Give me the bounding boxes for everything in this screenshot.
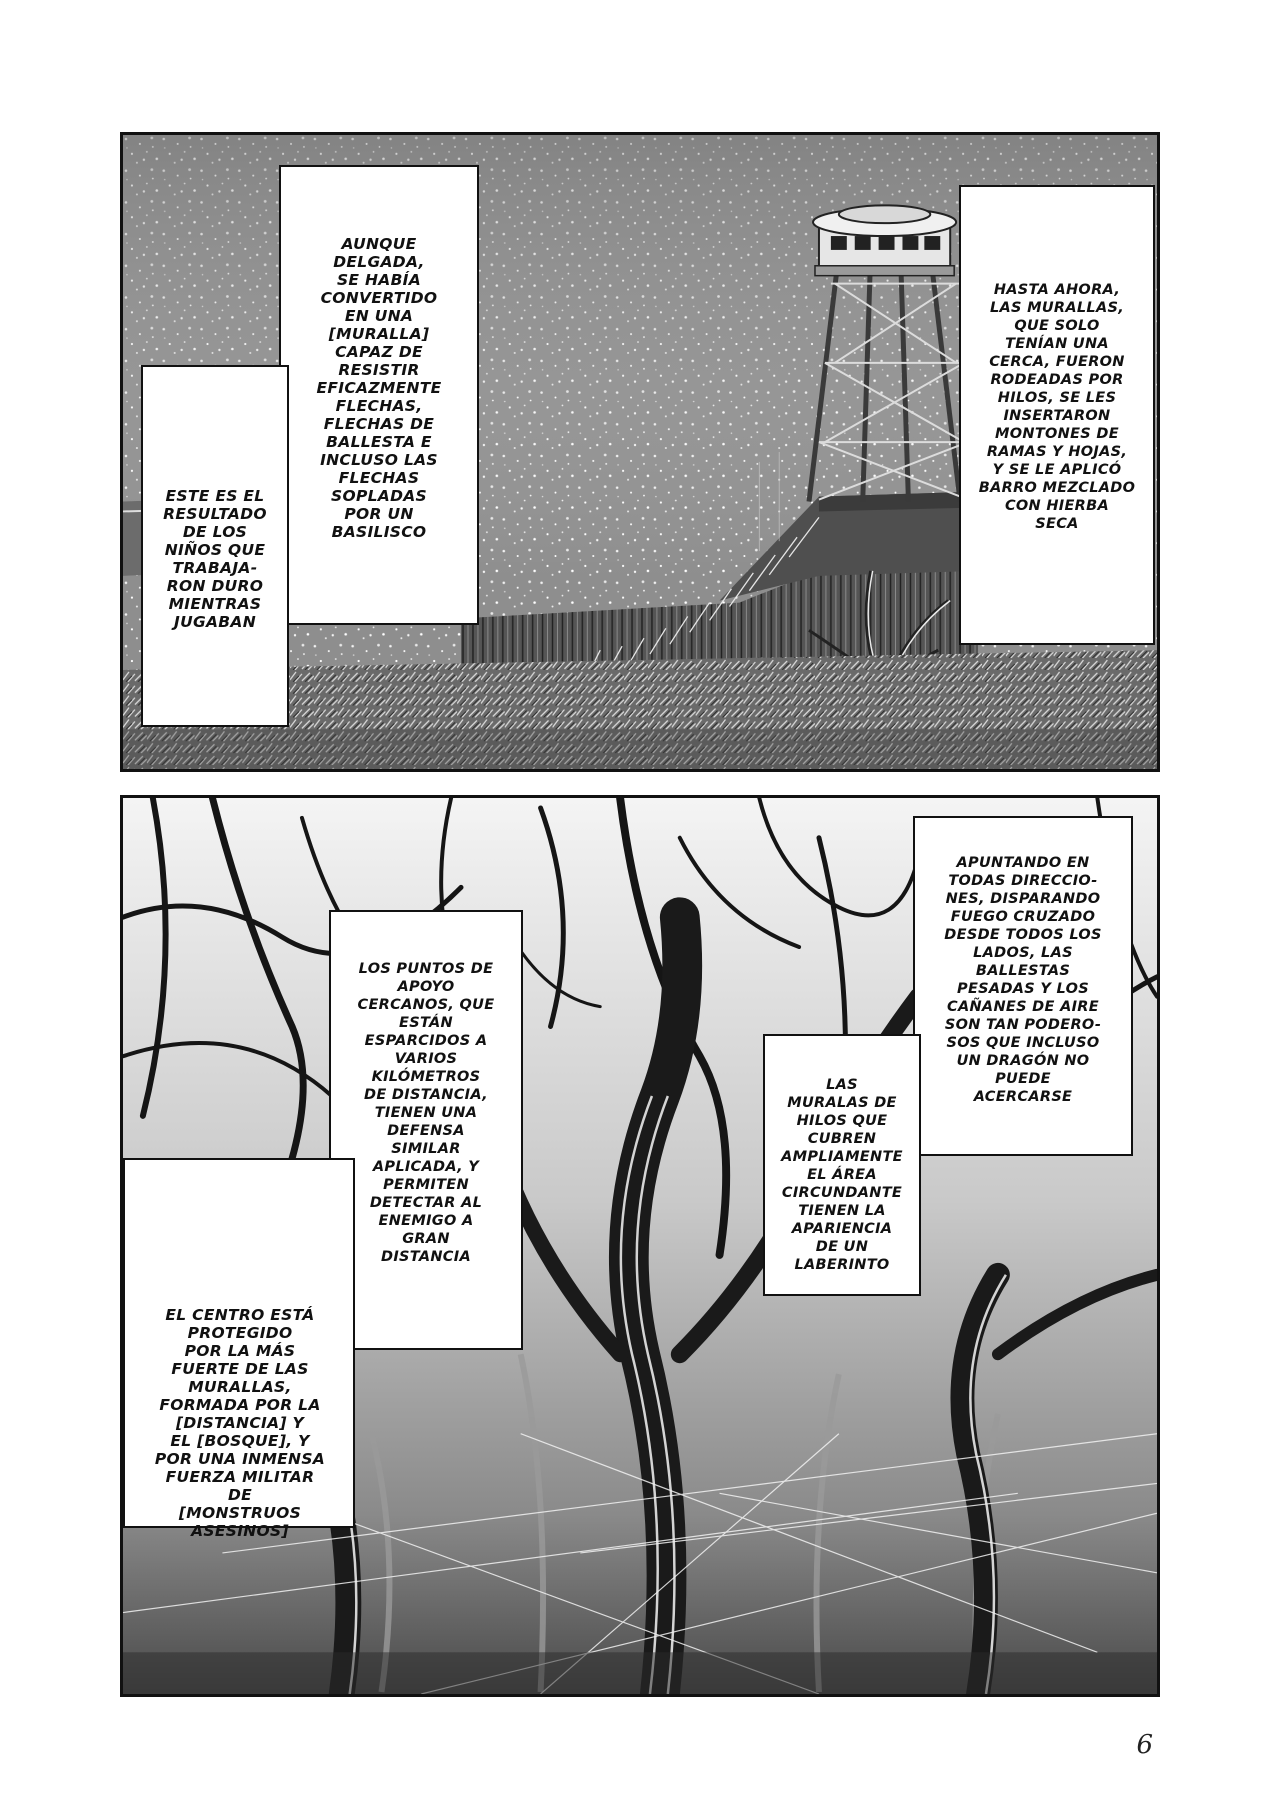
caption-apuntando: APUNTANDO EN TODAS DIRECCIO- NES, DISPARANDO FUEGO CRUZADO DESDE TODOS LOS LADOS, LAS BALLESTAS PESADAS Y LOS CAÑANES DE AIRE SON TAN PODERO- SOS QUE INCLUSO UN DRAGÓN NO PUEDE ACERCARSE — [944, 855, 1102, 1105]
panel-watchtower-wall — [120, 132, 1160, 772]
caption-puntos-apoyo: LOS PUNTOS DE APOYO CERCANOS, QUE ESTÁN ESPARCIDOS A VARIOS KILÓMETROS DE DISTANCIA, TIENEN UNA DEFENSA SIMILAR APLICADA, Y PERMITEN DETECTAR AL ENEMIGO A GRAN DISTANCIA — [357, 961, 495, 1265]
caption-resultado: ESTE ES EL RESULTADO DE LOS NIÑOS QUE TRABAJA- RON DURO MIENTRAS JUGABAN — [163, 487, 267, 631]
caption-muralla: AUNQUE DELGADA, SE HABÍA CONVERTIDO EN UNA [MURALLA] CAPAZ DE RESISTIR EFICAZMENTE FLECHAS, FLECHAS DE BALLESTA E INCLUSO LAS FLECHAS SOPLADAS POR UN BASILISCO — [316, 235, 442, 541]
panel-forest — [120, 795, 1160, 1697]
caption-hasta-ahora: HASTA AHORA, LAS MURALLAS, QUE SOLO TENÍAN UNA CERCA, FUERON RODEADAS POR HILOS, SE LES INSERTARON MONTONES DE RAMAS Y HOJAS, Y SE LE APLICÓ BARRO MEZCLADO CON HIERBA SECA — [978, 282, 1136, 532]
page-number: 6 — [1136, 1730, 1153, 1760]
caption-muralas-hilos: LAS MURALAS DE HILOS QUE CUBREN AMPLIAMENTE EL ÁREA CIRCUNDANTE TIENEN LA APARIENCIA DE UN LABERINTO — [781, 1077, 903, 1273]
caption-centro: EL CENTRO ESTÁ PROTEGIDO POR LA MÁS FUERTE DE LAS MURALLAS, FORMADA POR LA [DISTANCIA] Y EL [BOSQUE], Y POR UNA INMENSA FUERZA MILITAR DE [MONSTRUOS ASESINOS] — [154, 1306, 326, 1540]
